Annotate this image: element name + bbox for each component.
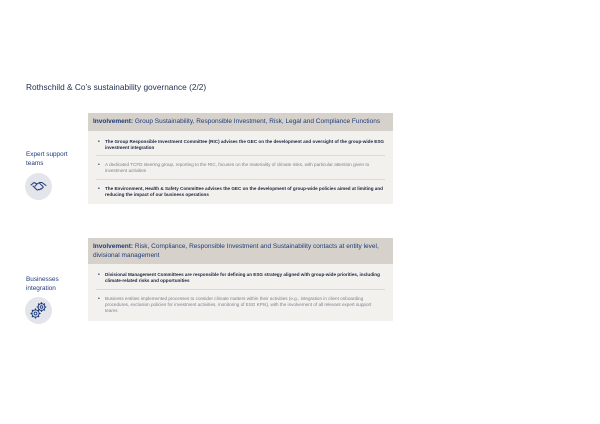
bullet-dot: • (98, 295, 100, 302)
divider (96, 155, 385, 156)
bullet-dot: • (98, 272, 100, 279)
involvement-text: Group Sustainability, Responsible Investment, Risk, Legal and Compliance Functions (134, 118, 381, 125)
bullet-item (96, 272, 385, 285)
handshake-icon (25, 173, 52, 200)
involvement-header (88, 238, 393, 264)
divider (96, 289, 385, 290)
side-label-businesses-integration: Businesses integration (26, 276, 59, 292)
gears-icon (25, 297, 52, 324)
bullet-list (88, 264, 393, 320)
bullet-text: Divisional Management Committees are responsible for defining an ESG strategy aligned with group-wide priorities, including climate-related risks and opportunities (105, 272, 380, 284)
divider (96, 179, 385, 180)
side-label-expert-support-teams: Expert support teams (26, 151, 68, 167)
bullet-dot: • (98, 138, 100, 145)
card-businesses-integration (88, 238, 393, 321)
involvement-text: Risk, Compliance, Responsible Investment and Sustainability contacts at entity level, divisional management (93, 243, 379, 259)
bullet-dot: • (98, 162, 100, 169)
bullet-list (88, 131, 393, 205)
involvement-prefix: Involvement: (93, 243, 134, 250)
involvement-prefix: Involvement: (93, 118, 134, 125)
bullet-text: The Environment, Health & Safety Committee advises the GEC on the development of group-wide policies aimed at limiting and reducing the impact of our business operations (105, 185, 383, 198)
bullet-text: The Group Responsible Investment Committee (RIC) advises the GEC on the development and oversight of the group-wide ESG investment integration (105, 138, 384, 150)
bullet-text: A dedicated TCFD steering group, reporting to the RIC, focuses on the materiality of climate risks, with particular attention given to investment activities (105, 162, 370, 174)
bullet-dot: • (98, 185, 100, 192)
bullet-text: Business entities implemented processes to consider climate matters within their activities (e.g., integration in client onboarding procedures, exclusion policies for investment activities, monitoring of ESG KPIs), with the involvement of all relevant expert support teams (105, 295, 372, 314)
page-title: Rothschild & Co’s sustainability governance (2/2) (26, 82, 207, 92)
bullet-item (96, 139, 385, 152)
bullet-item (96, 162, 385, 175)
card-expert-support-teams (88, 113, 393, 204)
bullet-item (96, 186, 385, 199)
bullet-item (96, 296, 385, 315)
involvement-header (88, 113, 393, 131)
